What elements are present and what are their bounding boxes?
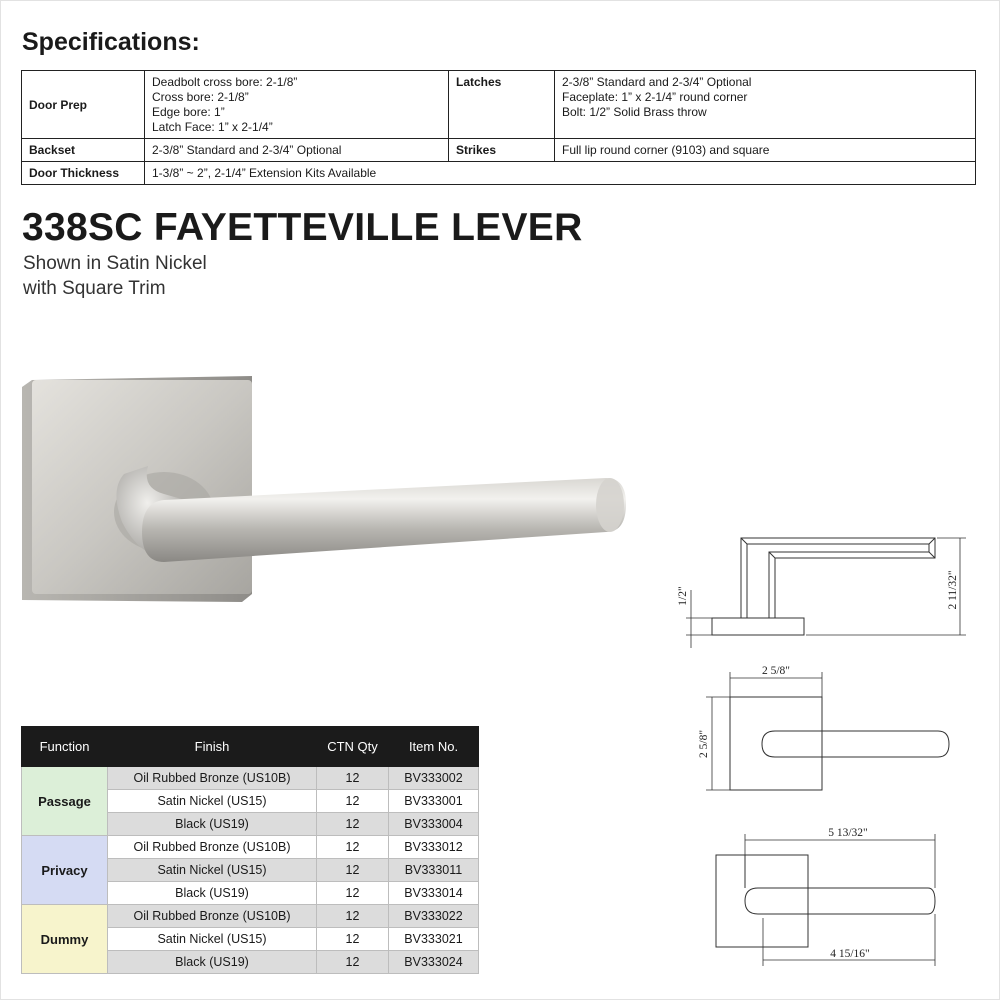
qty-cell: 12 [317, 790, 389, 813]
latches-line: Faceplate: 1” x 2-1/4” round corner [562, 90, 748, 104]
backset-label: Backset [22, 139, 145, 162]
header-ctn-qty: CTN Qty [317, 727, 389, 767]
header-finish: Finish [108, 727, 317, 767]
function-passage: Passage [22, 767, 108, 836]
product-title: 338SC FAYETTEVILLE LEVER [22, 206, 583, 249]
finish-cell: Satin Nickel (US15) [108, 859, 317, 882]
dim-overall-length: 5 13/32" [828, 827, 868, 839]
finish-cell: Black (US19) [108, 951, 317, 974]
finish-cell: Satin Nickel (US15) [108, 928, 317, 951]
dim-rose-thickness: 1/2" [677, 586, 689, 606]
qty-cell: 12 [317, 767, 389, 790]
spec-row-backset [22, 139, 976, 162]
dim-rose-width: 2 5/8" [761, 665, 791, 677]
table-row [22, 905, 479, 928]
strikes-value: Full lip round corner (9103) and square [555, 139, 976, 162]
item-cell: BV333024 [389, 951, 479, 974]
specifications-table [21, 70, 976, 185]
finish-cell: Black (US19) [108, 813, 317, 836]
product-subtitle-line: with Square Trim [23, 278, 166, 299]
finish-cell: Satin Nickel (US15) [108, 790, 317, 813]
item-cell: BV333001 [389, 790, 479, 813]
backset-value: 2-3/8” Standard and 2-3/4” Optional [145, 139, 449, 162]
door-prep-line: Edge bore: 1” [152, 105, 225, 119]
item-cell: BV333021 [389, 928, 479, 951]
lever-product-photo [14, 362, 634, 622]
finish-cell: Black (US19) [108, 882, 317, 905]
door-prep-value [145, 71, 449, 139]
finish-cell: Oil Rubbed Bronze (US10B) [108, 905, 317, 928]
function-dummy: Dummy [22, 905, 108, 974]
door-prep-label: Door Prep [22, 71, 145, 139]
product-subtitle-line: Shown in Satin Nickel [23, 253, 207, 274]
qty-cell: 12 [317, 836, 389, 859]
side-view-drawing [712, 538, 935, 635]
door-thickness-value: 1-3/8” ~ 2”, 2-1/4” Extension Kits Available [145, 162, 976, 185]
function-table [21, 726, 479, 974]
dim-rose-height: 2 5/8" [698, 729, 710, 759]
header-function: Function [22, 727, 108, 767]
dimension-drawings [660, 520, 980, 970]
qty-cell: 12 [317, 813, 389, 836]
spec-row-door-prep [22, 71, 976, 139]
table-row [22, 767, 479, 790]
strikes-label: Strikes [449, 139, 555, 162]
item-cell: BV333004 [389, 813, 479, 836]
item-cell: BV333022 [389, 905, 479, 928]
function-table-header [22, 727, 479, 767]
qty-cell: 12 [317, 928, 389, 951]
latches-line: 2-3/8” Standard and 2-3/4” Optional [562, 75, 752, 89]
front-view-drawing [730, 697, 949, 790]
latches-value [555, 71, 976, 139]
finish-cell: Oil Rubbed Bronze (US10B) [108, 836, 317, 859]
spec-row-door-thickness [22, 162, 976, 185]
table-row [22, 836, 479, 859]
dim-side-height: 2 11/32" [947, 570, 959, 610]
finish-cell: Oil Rubbed Bronze (US10B) [108, 767, 317, 790]
door-prep-line: Deadbolt cross bore: 2-1/8” [152, 75, 298, 89]
qty-cell: 12 [317, 905, 389, 928]
header-item-no: Item No. [389, 727, 479, 767]
function-privacy: Privacy [22, 836, 108, 905]
door-prep-line: Cross bore: 2-1/8” [152, 90, 249, 104]
item-cell: BV333014 [389, 882, 479, 905]
lever-end [596, 478, 624, 532]
dim-projection: 4 15/16" [830, 948, 870, 960]
door-prep-line: Latch Face: 1” x 2-1/4” [152, 120, 273, 134]
item-cell: BV333002 [389, 767, 479, 790]
latches-label: Latches [449, 71, 555, 139]
door-thickness-label: Door Thickness [22, 162, 145, 185]
top-view-drawing [716, 855, 935, 947]
item-cell: BV333012 [389, 836, 479, 859]
latches-line: Bolt: 1/2” Solid Brass throw [562, 105, 707, 119]
qty-cell: 12 [317, 951, 389, 974]
product-subtitle [23, 251, 207, 301]
specifications-heading: Specifications: [22, 28, 200, 56]
qty-cell: 12 [317, 859, 389, 882]
qty-cell: 12 [317, 882, 389, 905]
item-cell: BV333011 [389, 859, 479, 882]
